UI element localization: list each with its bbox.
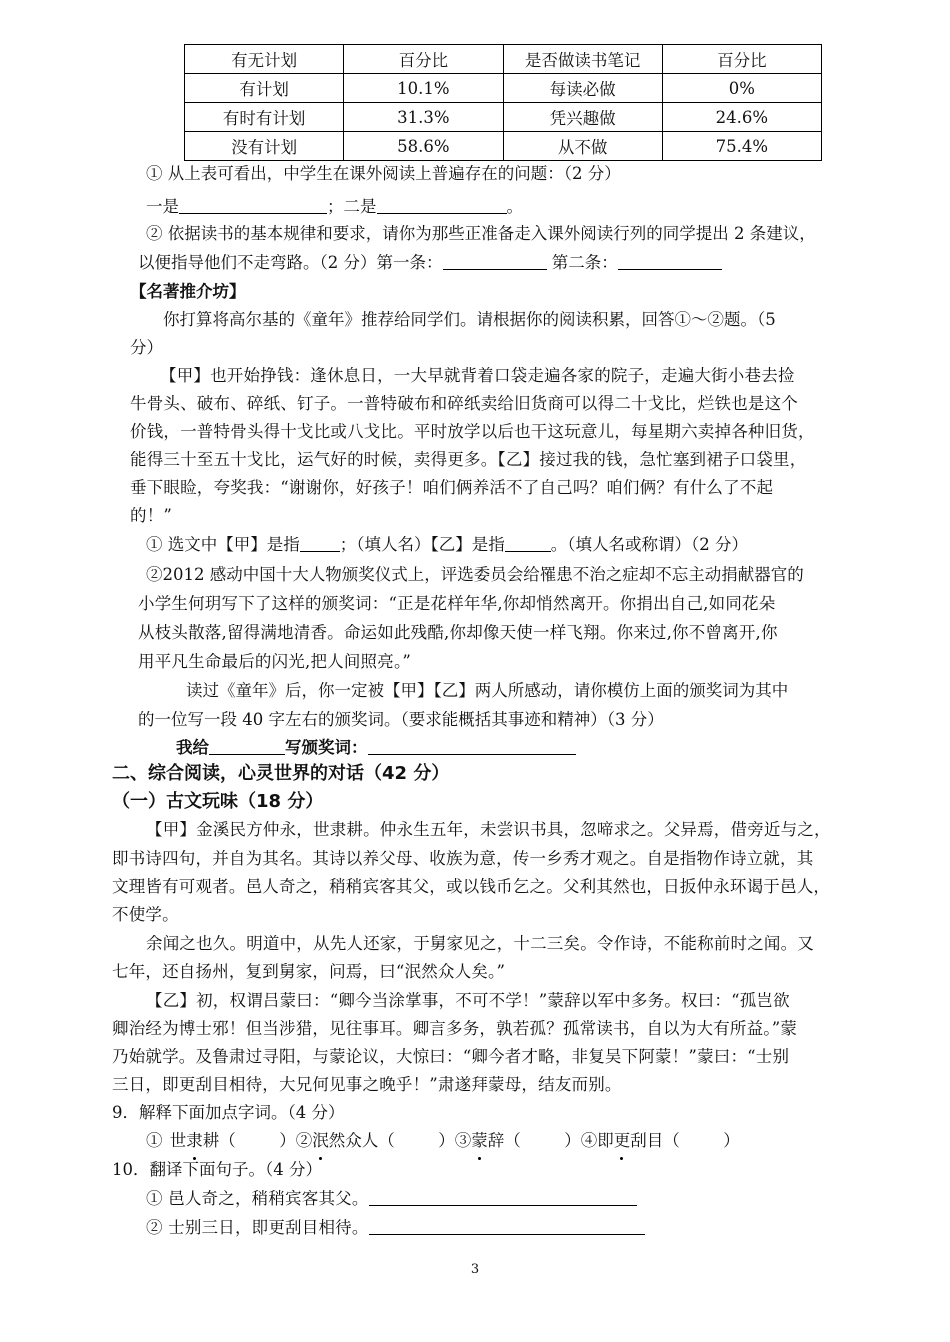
table-row [185, 103, 822, 132]
table-cell: 24.6% [662, 103, 821, 132]
page-number: 3 [470, 1262, 480, 1277]
award-answer-line [176, 734, 576, 762]
mingzhu-intro-2: 分） [130, 338, 163, 357]
mingzhu-q2-line: 小学生何玥写下了这样的颁奖词：“正是花样年华,你却悄然离开。你捐出自己,如同花朵 [138, 594, 776, 613]
award-text-blank[interactable] [368, 736, 576, 755]
table-cell: 31.3% [344, 103, 503, 132]
q10-blank-1[interactable] [369, 1187, 637, 1206]
q10-sentence-1: ① 邑人奇之，稍稍宾客其父。 [146, 1189, 369, 1208]
mingzhu-intro-1: 你打算将高尔基的《童年》推荐给同学们。请根据你的阅读积累，回答①～②题。（5 [163, 310, 776, 329]
q9-text: ） [723, 1131, 740, 1150]
mingzhu-q1-label-1: ① 选文中【甲】是指 [146, 535, 300, 554]
jia-line: 文理皆有可观者。邑人奇之，稍稍宾客其父，或以钱币乞之。父利其然也，日扳仲永环谒于邑人， [112, 877, 831, 896]
table-row [185, 132, 822, 161]
q2-prompt: ② 依据读书的基本规律和要求，请你为那些正准备走入课外阅读行列的同学提出 2 条建议， [146, 224, 816, 243]
section2-title: 二、综合阅读，心灵世界的对话（42 分） [112, 763, 450, 784]
q1-answer-line [146, 193, 523, 221]
table-row [185, 74, 822, 103]
yi-line: 三日，即更刮目相待，大兄何见事之晚乎！”肃遂拜蒙母，结友而别。 [112, 1075, 622, 1094]
yi-line: 卿治经为博士邪！但当涉猎，见往事耳。卿言多务，孰若孤？孤常读书，自以为大有所益。”蒙 [112, 1019, 798, 1038]
award-label-1: 我给 [176, 738, 209, 757]
table-cell: 从不做 [503, 132, 662, 161]
excerpt-line: 的！” [130, 506, 173, 525]
table-header-cell: 是否做读书笔记 [503, 45, 662, 74]
section2-subtitle: （一）古文玩味（18 分） [112, 791, 324, 812]
mingzhu-q1-blank-1[interactable] [300, 533, 340, 552]
q1-blank-1[interactable] [179, 195, 327, 214]
jia2-line: 七年，还自扬州，复到舅家，问焉，曰“泯然众人矣。” [112, 962, 506, 981]
survey-table [184, 44, 822, 161]
q9-text: ）④即 [564, 1131, 614, 1150]
q10-item-2 [146, 1214, 645, 1242]
table-cell: 0% [662, 74, 821, 103]
q2-blank-2[interactable] [618, 251, 722, 270]
q2-blank-1[interactable] [443, 251, 547, 270]
mingzhu-q1-label-3: 。（填人名或称谓）（2 分） [550, 535, 748, 554]
table-cell: 75.4% [662, 132, 821, 161]
jia-line: 即书诗四句，并自为其名。其诗以养父母、收族为意，传一乡秀才观之。自是指物作诗立就，其 [112, 849, 814, 868]
q1-label-2: ；二是 [327, 197, 377, 216]
jia-line: 【甲】金溪民方仲永，世隶耕。仲永生五年，未尝识书具，忽啼求之。父异焉，借旁近与之， [146, 820, 831, 839]
q9-dotted-char: 隶 [186, 1127, 203, 1155]
q9-text: 刮目（ [630, 1131, 680, 1150]
q9-text: ）② [279, 1131, 313, 1150]
q9-items [146, 1127, 740, 1155]
q1-prompt: ① 从上表可看出，中学生在课外阅读上普遍存在的问题：（2 分） [146, 164, 621, 183]
award-label-2: 写颁奖词： [285, 738, 368, 757]
table-cell: 没有计划 [185, 132, 344, 161]
q10-prompt: 10．翻译下面句子。（4 分） [112, 1160, 322, 1179]
q9-text: 然众人（ [328, 1131, 395, 1150]
mingzhu-q2-task-2: 的一位写一段 40 字左右的颁奖词。（要求能概括其事迹和精神）（3 分） [138, 710, 664, 729]
q9-dotted-char: 泯 [312, 1127, 329, 1155]
table-cell: 有时有计划 [185, 103, 344, 132]
q1-label-1: 一是 [146, 197, 179, 216]
q2-label-1: 以便指导他们不走弯路。（2 分）第一条： [138, 253, 443, 272]
excerpt-line: 牛骨头、破布、碎纸、钉子。一普特破布和碎纸卖给旧货商可以得二十戈比，烂铁也是这个 [130, 394, 798, 413]
mingzhu-q2-task-1: 读过《童年》后，你一定被【甲】【乙】两人所感动，请你模仿上面的颁奖词为其中 [186, 681, 789, 700]
q9-prompt: 9．解释下面加点字词。（4 分） [112, 1103, 345, 1122]
mingzhu-q1 [146, 531, 748, 559]
table-cell: 10.1% [344, 74, 503, 103]
q2-answer-line [138, 249, 722, 277]
yi-line: 【乙】初，权谓吕蒙曰：“卿今当涂掌事，不可不学！”蒙辞以军中多务。权曰：“孤岂欲 [146, 991, 790, 1010]
q9-text: ① 世 [146, 1131, 187, 1150]
jia-line: 不使学。 [112, 905, 179, 924]
table-cell: 58.6% [344, 132, 503, 161]
excerpt-line: 能得三十至五十戈比，运气好的时候，卖得更多。【乙】接过我的钱，急忙塞到裙子口袋里， [130, 450, 807, 469]
table-cell: 每读必做 [503, 74, 662, 103]
q1-label-3: 。 [506, 197, 523, 216]
q9-dotted-char: 更 [614, 1127, 631, 1155]
mingzhu-q1-label-2: ；（填人名）【乙】是指 [339, 535, 505, 554]
q10-blank-2[interactable] [369, 1216, 645, 1235]
mingzhu-q2-line: ②2012 感动中国十大人物颁奖仪式上，评选委员会给罹患不治之症却不忘主动捐献器官的 [146, 565, 804, 584]
table-cell: 凭兴趣做 [503, 103, 662, 132]
q9-text: 辞（ [487, 1131, 521, 1150]
q10-sentence-2: ② 士别三日，即更刮目相待。 [146, 1218, 369, 1237]
mingzhu-q2-line: 用平凡生命最后的闪光,把人间照亮。” [138, 652, 412, 671]
q2-label-2: 第二条： [551, 253, 618, 272]
award-person-blank[interactable] [209, 736, 285, 755]
table-header-row [185, 45, 822, 74]
q9-text: 耕（ [202, 1131, 236, 1150]
excerpt-line: 【甲】也开始挣钱：逢休息日，一大早就背着口袋走遍各家的院子，走遍大街小巷去捡 [160, 366, 795, 385]
mingzhu-heading: 【名著推介坊】 [130, 282, 246, 301]
jia2-line: 余闻之也久。明道中，从先人还家，于舅家见之，十二三矣。令作诗，不能称前时之闻。又 [146, 934, 814, 953]
q1-blank-2[interactable] [377, 195, 507, 214]
table-header-cell: 百分比 [344, 45, 503, 74]
excerpt-line: 垂下眼睑，夸奖我：“谢谢你，好孩子！咱们俩养活不了自己吗？咱们俩？有什么了不起 [130, 478, 774, 497]
q10-item-1 [146, 1185, 637, 1213]
mingzhu-q1-blank-2[interactable] [505, 533, 551, 552]
excerpt-line: 价钱，一普特骨头得十戈比或八戈比。平时放学以后也干这玩意儿，每星期六卖掉各种旧货， [130, 422, 815, 441]
mingzhu-q2-line: 从枝头散落,留得满地清香。命运如此残酷,你却像天使一样飞翔。你来过,你不曾离开,你 [138, 623, 778, 642]
q9-dotted-char: 蒙 [471, 1127, 488, 1155]
yi-line: 乃始就学。及鲁肃过寻阳，与蒙论议，大惊曰：“卿今者才略，非复吴下阿蒙！”蒙曰：“士别 [112, 1047, 790, 1066]
q9-text: ）③ [438, 1131, 472, 1150]
table-header-cell: 百分比 [662, 45, 821, 74]
table-cell: 有计划 [185, 74, 344, 103]
table-header-cell: 有无计划 [185, 45, 344, 74]
